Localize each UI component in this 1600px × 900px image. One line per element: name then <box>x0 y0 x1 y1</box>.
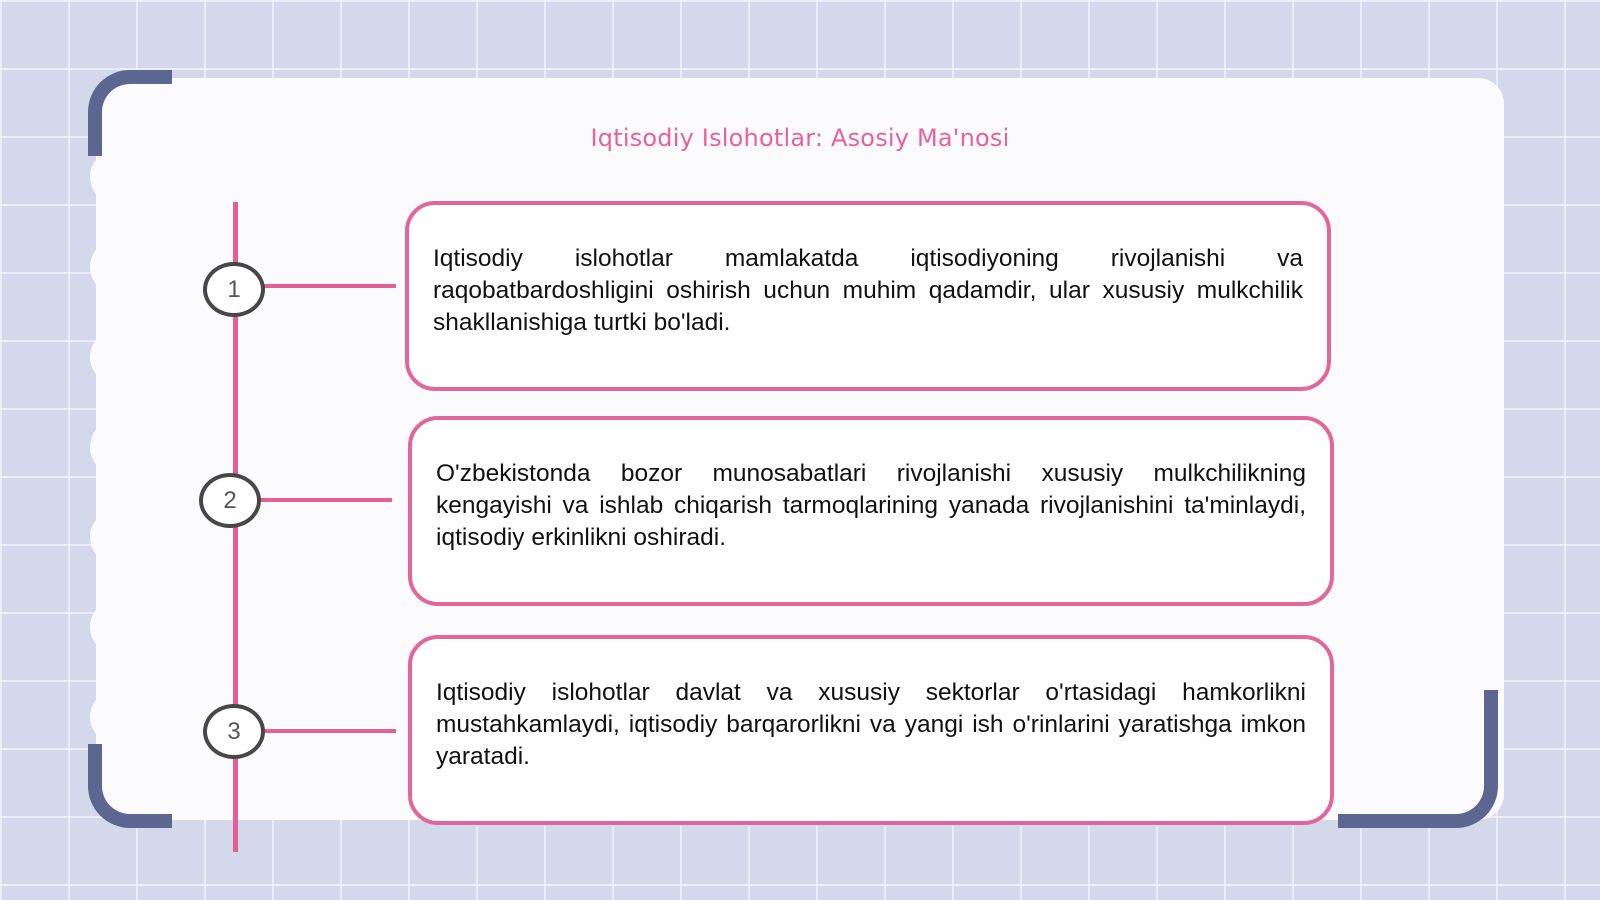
point-card-text: Iqtisodiy islohotlar mamlakatda iqtisodiyoning rivojlanishi va raqobatbardoshligini oshirish uchun muhim qadamdir, ular xususiy mulkchilik shakllanishiga turtki bo'ladi. <box>433 245 1303 336</box>
slide-title: Iqtisodiy Islohotlar: Asosiy Ma'nosi <box>590 124 1010 152</box>
paper-scallop <box>90 244 126 290</box>
step-number-badge: 2 <box>199 473 261 528</box>
point-card-text: Iqtisodiy islohotlar davlat va xususiy sektorlar o'rtasidagi hamkorlikni mustahkamlaydi, iqtisodiy barqarorlikni va yangi ish o'rinlarini yaratishga imkon yaratadi. <box>436 679 1306 770</box>
paper-scallop <box>90 514 126 560</box>
frame-corner-bottom-right <box>1338 690 1498 828</box>
timeline-connector <box>258 498 392 502</box>
paper-scallop <box>90 154 126 200</box>
paper-scallop <box>90 334 126 380</box>
point-card <box>408 416 1334 606</box>
point-card <box>408 635 1334 825</box>
step-number-badge: 3 <box>203 704 265 759</box>
paper-scallop <box>90 424 126 470</box>
timeline-connector <box>262 729 396 733</box>
timeline-connector <box>262 284 396 288</box>
paper-scallop <box>90 604 126 650</box>
paper-scallop <box>90 694 126 740</box>
frame-corner-bottom-left <box>88 744 172 828</box>
point-card-text: O'zbekistonda bozor munosabatlari rivojlanishi xususiy mulkchilikning kengayishi va ishlab chiqarish tarmoqlarining yanada rivojlanishini ta'minlaydi, iqtisodiy erkinlikni oshiradi. <box>436 460 1306 551</box>
point-card <box>405 201 1331 391</box>
step-number-badge: 1 <box>203 262 265 317</box>
